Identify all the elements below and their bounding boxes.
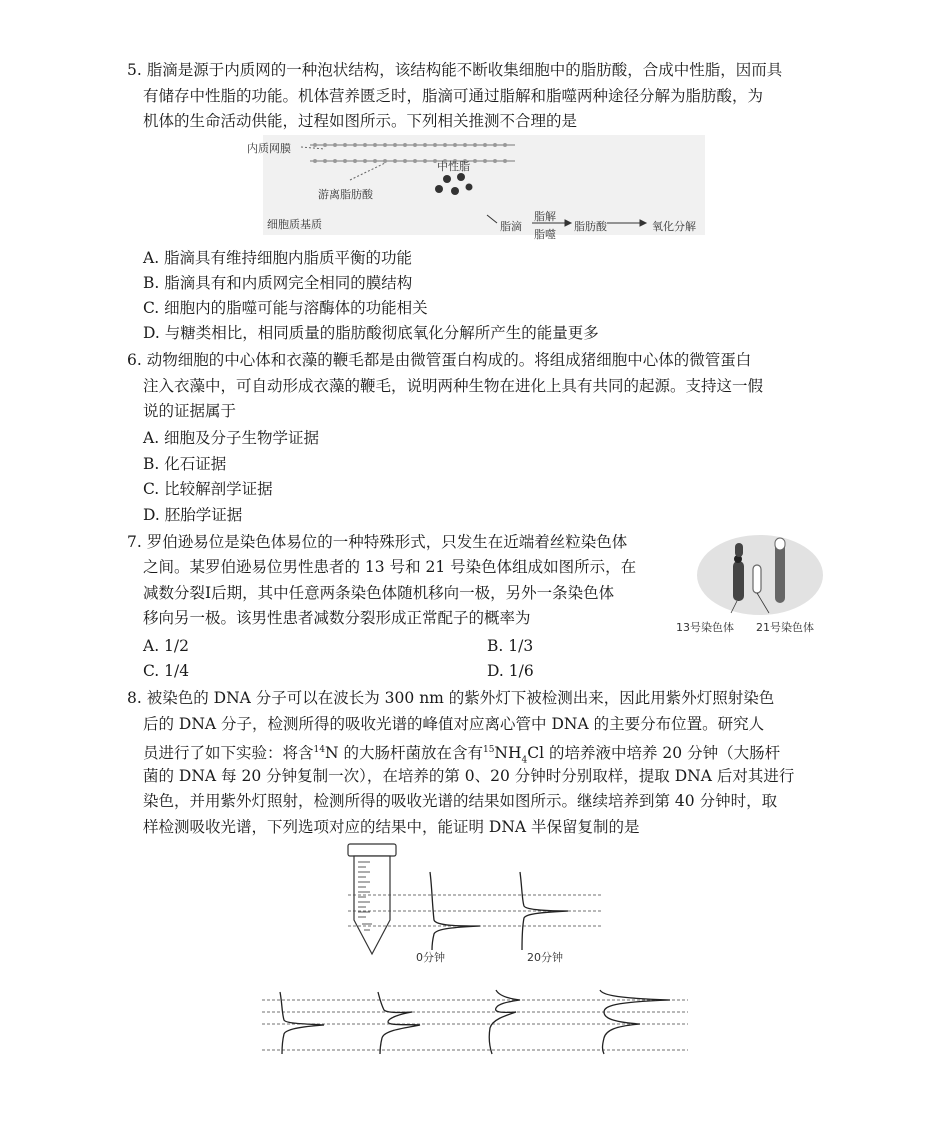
q8-isotope-15: 15 [482,745,495,755]
q8-line3-part-a: 员进行了如下实验：将含 [143,744,314,763]
q5-line-2: 有储存中性脂的功能。机体营养匮乏时，脂滴可通过脂解和脂噬两种途径分解为脂肪酸，为 [143,87,764,105]
q5-option-a[interactable]: A. 脂滴具有维持细胞内脂质平衡的功能 [143,249,413,267]
q5-option-c[interactable]: C. 细胞内的脂噬可能与溶酶体的功能相关 [143,299,428,317]
candidate-spectrum-2 [378,992,420,1054]
q6-line-1: 6. 动物细胞的中心体和衣藻的鞭毛都是由微管蛋白构成的。将组成猪细胞中心体的微管蛋白 [127,351,752,369]
q8-line-5: 染色，并用紫外灯照射，检测所得的吸收光谱的结果如图所示。继续培养到第 40 分钟时，取 [143,792,778,810]
q6-option-c[interactable]: C. 比较解剖学证据 [143,480,273,498]
label-lipolysis: 脂解 [534,210,556,223]
q7-option-a[interactable]: A. 1/2 [143,637,189,655]
label-er-membrane: 内质网膜 [247,142,291,155]
label-free-fatty-acid: 游离脂肪酸 [318,188,373,201]
q5-line-1: 5. 脂滴是源于内质网的一种泡状结构，该结构能不断收集细胞中的脂肪酸，合成中性脂，因而具 [127,61,783,79]
label-chromosome-13: 13号染色体 [676,621,734,634]
q7-line-4: 移向另一极。该男性患者减数分裂形成正常配子的概率为 [143,609,531,627]
label-neutral-lipid: 中性脂 [437,160,470,173]
q8-line3-part-c: NH [494,744,522,763]
q7-line-1: 7. 罗伯逊易位是染色体易位的一种特殊形式，只发生在近端着丝粒染色体 [127,533,628,551]
label-20-min: 20分钟 [527,951,563,964]
candidate-spectrum-4 [600,990,670,1054]
q8-line3-part-b: N 的大肠杆菌放在含有 [324,744,483,763]
q8-isotope-14: 14 [313,745,325,755]
label-oxidation: 氧化分解 [652,220,696,233]
q6-option-b[interactable]: B. 化石证据 [143,455,227,473]
q5-line-3: 机体的生命活动供能，过程如图所示。下列相关推测不合理的是 [143,112,578,130]
q8-line-1: 8. 被染色的 DNA 分子可以在波长为 300 nm 的紫外灯下被检测出来，因此用紫外灯照射染色 [127,689,775,707]
label-lipophagy: 脂噬 [534,228,556,241]
label-lipid-droplet: 脂滴 [500,220,522,233]
q6-option-a[interactable]: A. 细胞及分子生物学证据 [143,429,320,447]
q5-figure-bg [263,135,705,235]
candidate-spectrum-3 [489,990,520,1054]
q7-line-3: 减数分裂Ⅰ后期，其中任意两条染色体随机移向一极，另外一条染色体 [143,584,615,602]
q8-subscript-4: 4 [521,755,528,766]
q5-option-d[interactable]: D. 与糖类相比，相同质量的脂肪酸彻底氧化分解所产生的能量更多 [143,324,599,342]
q8-line-2: 后的 DNA 分子，检测所得的吸收光谱的峰值对应离心管中 DNA 的主要分布位置。研究人 [143,715,765,733]
q8-line3-part-d: Cl 的培养液中培养 20 分钟（大肠杆 [527,744,781,763]
q7-option-c[interactable]: C. 1/4 [143,662,190,680]
q7-chromosome-graphic [695,533,830,618]
q8-line-6: 样检测吸收光谱，下列选项对应的结果中，能证明 DNA 半保留复制的是 [143,818,640,836]
q6-line-3: 说的证据属于 [143,402,237,420]
label-cytoplasm-matrix: 细胞质基质 [267,218,322,231]
q8-candidate-spectra-graphic [260,988,690,1058]
q8-line-4: 菌的 DNA 每 20 分钟复制一次），在培养的第 0、20 分钟时分别取样，提取 DNA 后对其进行 [143,767,795,785]
label-0-min: 0分钟 [416,951,445,964]
candidate-spectrum-1 [280,992,324,1054]
q6-line-2: 注入衣藻中，可自动形成衣藻的鞭毛，说明两种生物在进化上具有共同的起源。支持这一假 [143,377,764,395]
q5-option-b[interactable]: B. 脂滴具有和内质网完全相同的膜结构 [143,274,413,292]
label-chromosome-21: 21号染色体 [756,621,814,634]
q8-tube-spectra-graphic [340,842,610,957]
q7-line-2: 之间。某罗伯逊易位男性患者的 13 号和 21 号染色体组成如图所示，在 [143,558,637,576]
q7-option-b[interactable]: B. 1/3 [487,637,534,655]
label-fatty-acid: 脂肪酸 [574,220,607,233]
q6-option-d[interactable]: D. 胚胎学证据 [143,506,243,524]
q7-option-d[interactable]: D. 1/6 [487,662,534,680]
